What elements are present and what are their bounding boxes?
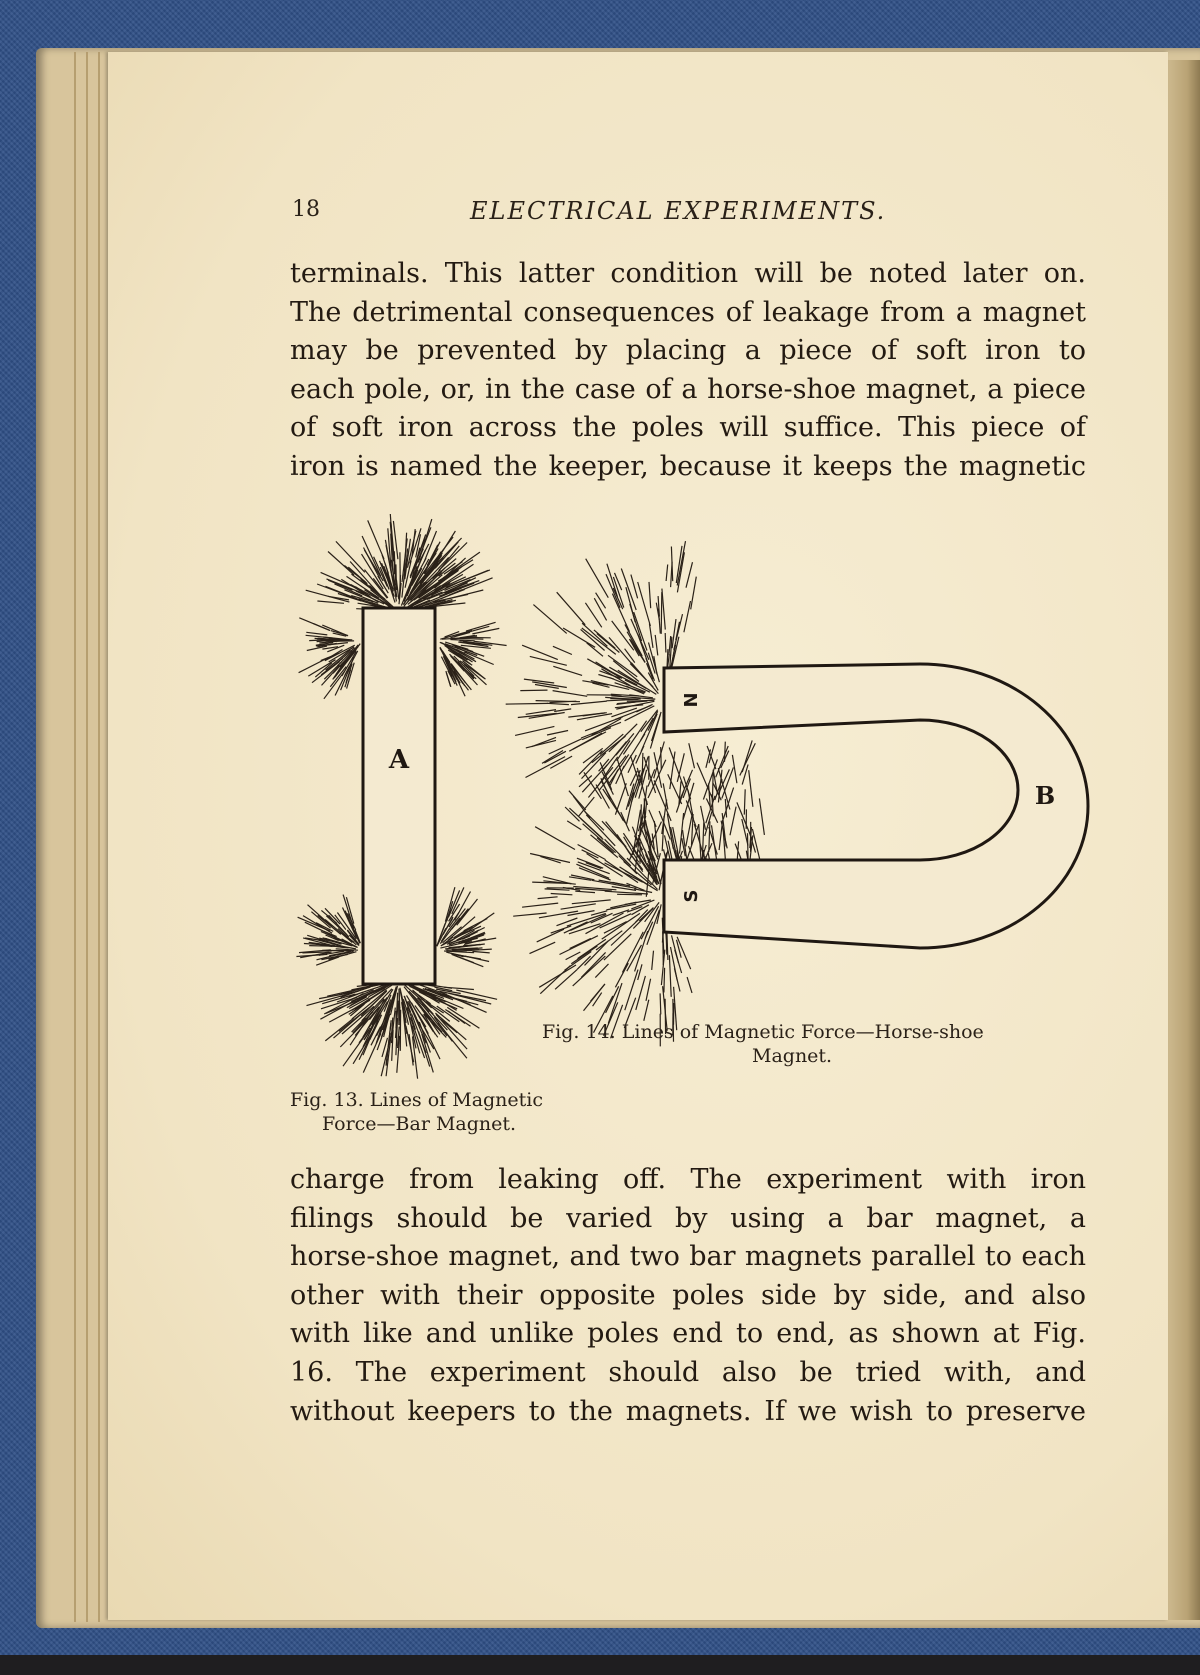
filing-stroke (621, 569, 636, 611)
bar-magnet-label: A (388, 745, 410, 775)
filing-stroke (625, 970, 638, 1011)
filing-stroke (303, 916, 332, 934)
filing-stroke (535, 827, 575, 850)
filing-stroke (520, 690, 547, 691)
filing-stroke (655, 635, 658, 656)
filing-stroke (582, 728, 611, 740)
filing-stroke (573, 796, 590, 818)
filing-stroke (586, 559, 609, 598)
filing-stroke (638, 582, 651, 626)
text-line: each pole, or, in the case of a horse-shoe magnet, a piece (290, 373, 1086, 405)
filing-stroke (526, 757, 566, 778)
filing-stroke (691, 577, 697, 610)
text-line: other with their opposite poles side by side, and also (290, 1279, 1086, 1311)
filing-stroke (661, 592, 662, 634)
filing-stroke (565, 807, 579, 821)
filing-stroke (522, 645, 558, 659)
filing-stroke (469, 913, 494, 930)
filing-stroke (701, 806, 706, 830)
filing-stroke (424, 531, 436, 562)
filing-stroke (587, 643, 603, 656)
filing-stroke (713, 773, 714, 799)
filing-stroke (522, 903, 558, 907)
filing-stroke (456, 990, 497, 999)
filing-stroke (506, 703, 549, 704)
filing-stroke (671, 562, 673, 587)
running-head: ELECTRICAL EXPERIMENTS. (470, 197, 887, 225)
filing-stroke (594, 598, 606, 620)
filing-stroke (569, 791, 586, 810)
filing-stroke (684, 601, 691, 632)
filing-stroke (336, 541, 365, 572)
filing-stroke (551, 894, 573, 895)
filing-stroke (644, 1000, 649, 1021)
filing-stroke (646, 979, 651, 1001)
filing-stroke (642, 753, 643, 783)
filing-stroke (515, 726, 554, 735)
filing-stroke (553, 666, 582, 675)
filing-stroke (664, 968, 665, 993)
paragraph-bottom (290, 1161, 1086, 1431)
filing-stroke (575, 891, 595, 892)
filing-stroke (669, 955, 671, 997)
horseshoe-magnet-label: B (1034, 781, 1056, 810)
filing-stroke (555, 970, 577, 990)
fig14-caption-line2: Magnet. (752, 1045, 833, 1067)
filing-stroke (625, 706, 655, 721)
filing-stroke (537, 929, 564, 942)
filing-stroke (652, 951, 654, 970)
filing-stroke (662, 589, 665, 630)
filing-stroke (472, 951, 489, 953)
filing-stroke (447, 1007, 479, 1028)
filing-stroke (565, 952, 592, 971)
filing-stroke (631, 575, 638, 599)
text-line: without keepers to the magnets. If we wish to preserve (290, 1395, 1086, 1427)
fig14-caption-line1: Fig. 14. Lines of Magnetic Force—Horse-shoe (542, 1021, 984, 1043)
filing-stroke (740, 743, 756, 775)
filing-stroke (604, 922, 627, 934)
south-pole-label: S (681, 889, 702, 903)
filing-stroke (636, 976, 646, 1010)
filing-stroke (649, 624, 653, 648)
filing-stroke (553, 691, 588, 697)
filing-stroke (399, 989, 400, 1008)
filing-stroke (551, 926, 572, 933)
filing-stroke (547, 731, 568, 736)
filing-stroke (299, 658, 329, 673)
filing-stroke (533, 605, 566, 634)
bar-magnet (363, 608, 435, 984)
filing-stroke (327, 579, 365, 594)
fig14-field-lines (506, 541, 765, 1046)
filing-stroke (686, 562, 693, 588)
filing-stroke (513, 913, 546, 916)
filing-stroke (638, 964, 642, 980)
filing-stroke (568, 713, 605, 717)
fig13-caption (290, 1088, 630, 1136)
filing-stroke (306, 632, 327, 635)
filing-stroke (553, 646, 572, 654)
fig14-caption (542, 1020, 1082, 1068)
filing-stroke (582, 628, 616, 654)
filing-stroke (570, 938, 591, 948)
text-line: 16. The experiment should also be tried with, and (290, 1356, 1086, 1388)
filing-stroke (617, 894, 642, 895)
filing-stroke (557, 918, 578, 926)
text-line: filings should be varied by using a bar magnet, a (290, 1202, 1086, 1234)
filing-stroke (730, 807, 736, 836)
filing-stroke (605, 891, 648, 894)
filing-stroke (712, 825, 717, 860)
text-line: terminals. This latter condition will be noted later on. (290, 258, 1086, 289)
filing-stroke (666, 565, 668, 582)
filing-stroke (649, 582, 651, 608)
filing-stroke (572, 900, 611, 904)
text-line: iron is named the keeper, because it keeps the magnetic (290, 450, 1086, 482)
filing-stroke (545, 889, 570, 890)
filing-stroke (538, 897, 558, 899)
filing-stroke (560, 936, 598, 955)
filing-stroke (328, 552, 354, 575)
filing-stroke (597, 634, 620, 653)
filing-stroke (530, 942, 556, 953)
north-pole-label: N (681, 692, 702, 708)
filing-stroke (526, 740, 556, 748)
filing-stroke (530, 656, 567, 665)
filing-stroke (463, 945, 481, 946)
filing-stroke (604, 934, 631, 960)
filing-stroke (660, 993, 661, 1014)
text-line: with like and unlike poles end to end, as shown at Fig. (290, 1318, 1086, 1350)
filing-stroke (364, 548, 380, 579)
filing-stroke (472, 628, 499, 634)
text-line: of soft iron across the poles will suffice. This piece of (290, 412, 1086, 444)
filing-stroke (595, 964, 608, 978)
filing-stroke (665, 633, 666, 653)
filing-stroke (554, 709, 571, 712)
filing-stroke (689, 743, 695, 768)
filing-stroke (654, 780, 671, 821)
filing-stroke (557, 592, 586, 625)
fig13-caption-line1: Fig. 13. Lines of Magnetic (290, 1089, 544, 1111)
filing-stroke (602, 821, 624, 845)
filing-stroke (609, 724, 637, 752)
filing-stroke (561, 904, 596, 909)
filing-stroke (749, 770, 753, 807)
text-line: may be prevented by placing a piece of soft iron to (290, 335, 1086, 367)
filing-stroke (622, 932, 643, 973)
filing-stroke (568, 911, 595, 916)
filing-stroke (306, 590, 350, 602)
filing-stroke (317, 601, 344, 603)
filing-stroke (530, 854, 570, 863)
fig13-caption-line2: Force—Bar Magnet. (322, 1113, 517, 1135)
filing-stroke (647, 910, 660, 945)
text-line: charge from leaking off. The experiment with iron (290, 1164, 1086, 1195)
filing-stroke (567, 821, 581, 830)
filing-stroke (759, 798, 764, 835)
page-number: 18 (292, 197, 320, 222)
text-line: horse-shoe magnet, and two bar magnets parallel to each (290, 1241, 1086, 1273)
filing-stroke (744, 789, 745, 814)
filing-stroke (687, 977, 692, 993)
filing-stroke (446, 950, 479, 951)
filing-stroke (748, 833, 749, 861)
filing-stroke (663, 931, 664, 965)
text-line: The detrimental consequences of leakage from a magnet (290, 296, 1086, 328)
filing-stroke (596, 593, 606, 609)
filing-stroke (602, 913, 640, 939)
filing-stroke (547, 703, 569, 704)
filing-stroke (579, 868, 611, 880)
filing-stroke (422, 1034, 434, 1073)
